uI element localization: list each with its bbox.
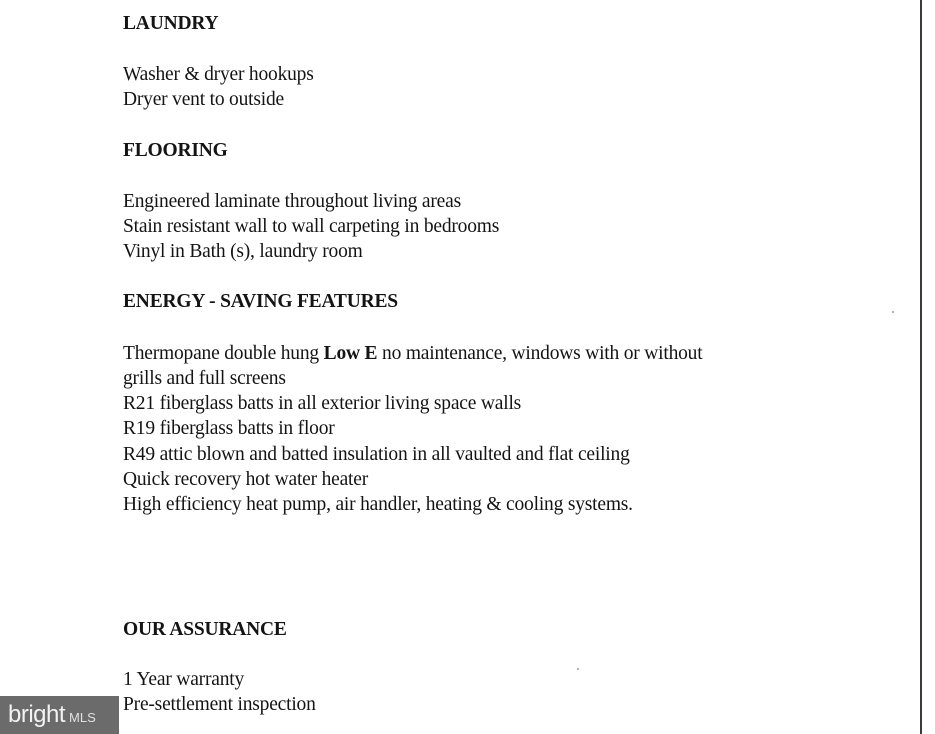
- page-edge-line: [920, 0, 922, 734]
- energy-line: grills and full screens: [123, 368, 286, 389]
- energy-line: R19 fiberglass batts in floor: [123, 418, 335, 439]
- energy-line-text: no maintenance, windows with or without: [377, 343, 703, 364]
- energy-line: Quick recovery hot water heater: [123, 469, 369, 490]
- flooring-heading: FLOORING: [123, 140, 228, 161]
- laundry-heading: LAUNDRY: [123, 13, 219, 34]
- assurance-heading: OUR ASSURANCE: [123, 619, 287, 640]
- laundry-line: Washer & dryer hookups: [123, 64, 314, 85]
- watermark-suffix: MLS: [69, 709, 96, 725]
- flooring-line: Stain resistant wall to wall carpeting in bedrooms: [123, 216, 500, 237]
- scan-speck: [577, 668, 579, 670]
- bright-mls-watermark: [0, 696, 119, 734]
- flooring-line: Vinyl in Bath (s), laundry room: [123, 241, 363, 262]
- energy-line-text: Thermopane double hung: [123, 343, 324, 364]
- energy-line: R49 attic blown and batted insulation in all vaulted and flat ceiling: [123, 444, 630, 465]
- flooring-line: Engineered laminate throughout living areas: [123, 191, 461, 212]
- scan-speck: [892, 311, 894, 313]
- energy-line: [123, 341, 702, 366]
- assurance-line: Pre-settlement inspection: [123, 694, 316, 715]
- assurance-line: 1 Year warranty: [123, 669, 245, 690]
- laundry-line: Dryer vent to outside: [123, 89, 284, 110]
- energy-heading: ENERGY - SAVING FEATURES: [123, 291, 398, 312]
- energy-line: High efficiency heat pump, air handler, heating & cooling systems.: [123, 494, 633, 515]
- watermark-brand: bright: [8, 701, 66, 728]
- energy-line: R21 fiberglass batts in all exterior living space walls: [123, 393, 522, 414]
- energy-line-bold-text: Low E: [323, 343, 378, 364]
